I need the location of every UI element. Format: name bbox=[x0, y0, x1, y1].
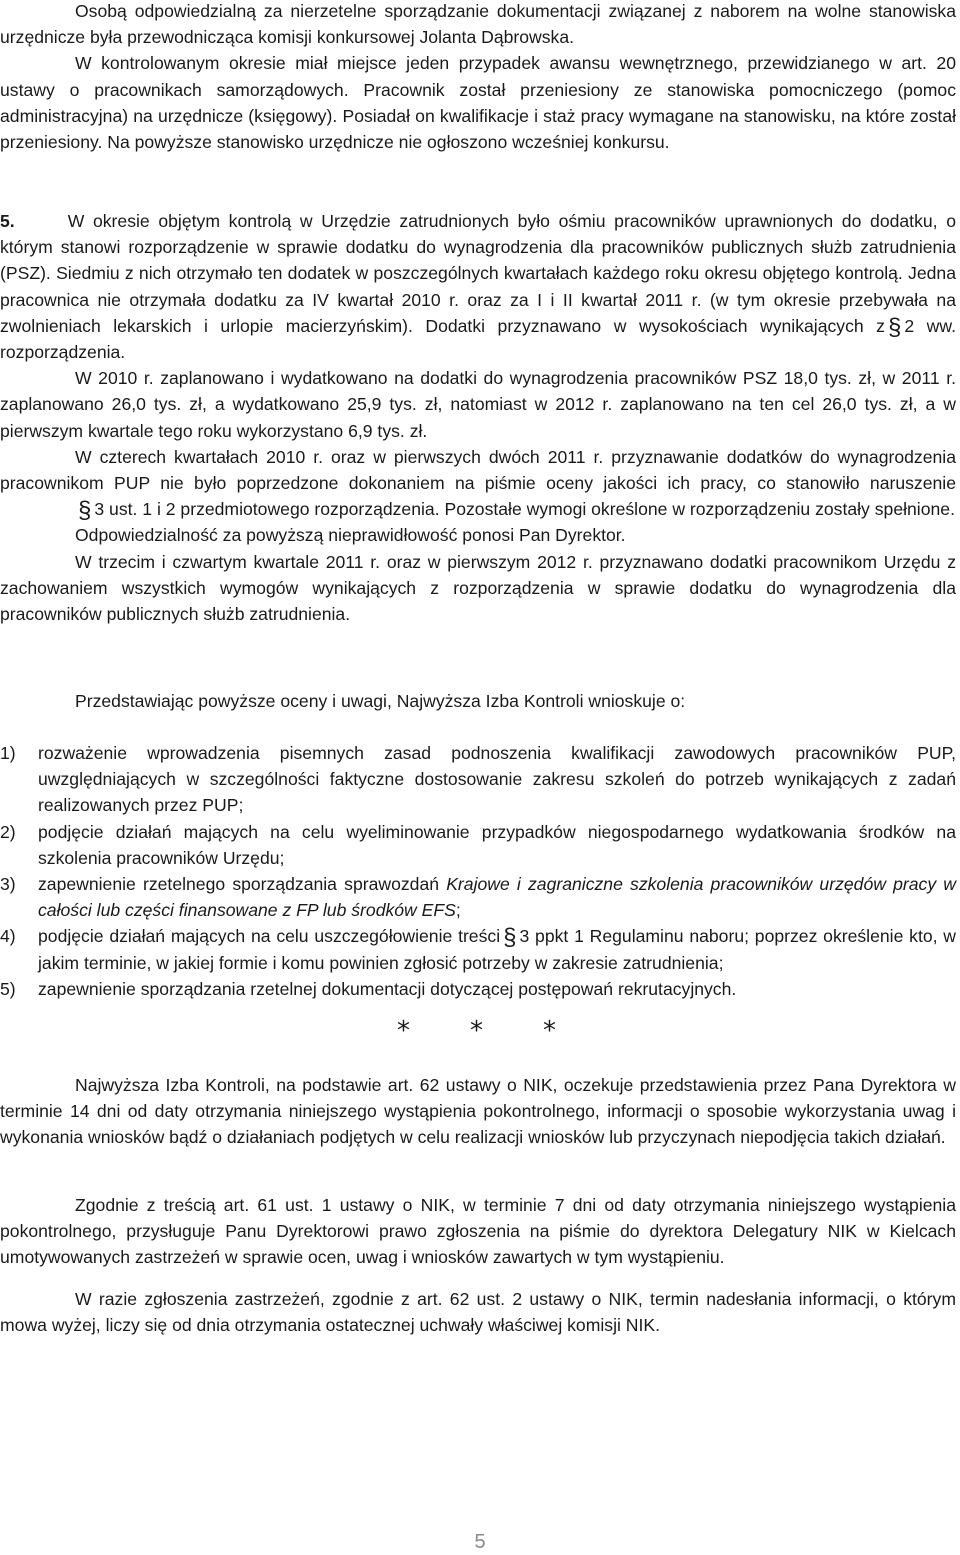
section-symbol: § bbox=[78, 497, 92, 525]
closing-paragraph-deadline: W razie zgłoszenia zastrzeżeń, zgodnie z art. 62 ust. 2 ustawy o NIK, termin nadesłania informacji, o którym mowa wyżej, liczy się od dnia otrzymania ostatecznej uchwały właściwej komisji NIK. bbox=[0, 1289, 956, 1336]
closing-paragraph-expectation: Najwyższa Izba Kontroli, na podstawie art. 62 ustawy o NIK, oczekuje przedstawienia przez Pana Dyrektora w terminie 14 dni od daty otrzymania niniejszego wystąpienia pokontrolnego, informacji o sposobie wykorzystania uwag i wykonania wniosków bądź o działaniach podjętych w celu realizacji wniosków lub przyczynach niepodjęcia takich działań. bbox=[0, 1075, 956, 1148]
section-5-paragraph-compliance: W trzecim i czwartym kwartale 2011 r. oraz w pierwszym 2012 r. przyznawano dodatki pracownikom Urzędu z zachowaniem wszystkich wymogów wynikających z rozporządzenia w sprawie dodatku do wynagrodzenia dla pracowników publicznych służb zatrudnienia. bbox=[0, 551, 956, 625]
separator-star: * bbox=[543, 1016, 556, 1046]
section-5-paragraph-responsibility: Odpowiedzialność za powyższą nieprawidłowość ponosi Pan Dyrektor. bbox=[75, 525, 626, 546]
closing-section-objections bbox=[0, 1192, 956, 1271]
paragraph-responsible-person: Osobą odpowiedzialną za nierzetelne sporządzanie dokumentacji związanej z naborem na wolne stanowiska urzędnicze była przewodnicząca komisji konkursowej Jolanta Dąbrowska. bbox=[0, 1, 956, 48]
section-number: 5. bbox=[0, 211, 15, 231]
section-5-paragraph-violation: W czterech kwartałach 2010 r. oraz w pierwszych dwóch 2011 r. przyznawanie dodatków do wynagrodzenia pracownikom PUP nie było poprzedzone dokonaniem na piśmie oceny jakości ich pracy, co stanowiło naruszenie§ 3 ust. 1 i 2 przedmiotowego rozporządzenia. Pozostałe wymogi określone w rozporządzeniu zostały spełnione. bbox=[0, 446, 956, 525]
section-symbol: § bbox=[887, 313, 902, 341]
recommendations-list bbox=[0, 740, 956, 1002]
recommendation-item: 4) podjęcie działań mających na celu uszczegółowienie treści § 3 ppkt 1 Regulaminu naboru; poprzez określenie kto, w jakim terminie, w jakiej formie i komu powinien zgłosić potrzeby w zakresie zatrudnienia; bbox=[0, 924, 956, 973]
separator-star: * bbox=[397, 1016, 410, 1046]
separator-star: * bbox=[470, 1016, 483, 1046]
separator-stars bbox=[0, 1018, 960, 1044]
closing-paragraph-objections: Zgodnie z treścią art. 61 ust. 1 ustawy o NIK, w terminie 7 dni od daty otrzymania niniejszego wystąpienia pokontrolnego, przysługuje Panu Dyrektorowi prawo zgłoszenia na piśmie do dyrektora Delegatury NIK w Kielcach umotywowanych zastrzeżeń w sprawie ocen, uwag i wniosków zawartych w tym wystąpieniu. bbox=[0, 1195, 956, 1268]
recommendations-intro bbox=[0, 688, 956, 714]
section-5-paragraph-spending: W 2010 r. zaplanowano i wydatkowano na dodatki do wynagrodzenia pracowników PSZ 18,0 tys. zł, w 2011 r. zaplanowano 26,0 tys. zł, a wydatkowano 25,9 tys. zł, natomiast w 2012 r. zaplanowano na ten cel 26,0 tys. zł, a w pierwszym kwartale tego roku wykorzystano 6,9 tys. zł. bbox=[0, 368, 956, 441]
section-5 bbox=[0, 208, 956, 627]
section-symbol: § bbox=[503, 924, 517, 952]
section-5-paragraph-allowance: 5. W okresie objętym kontrolą w Urzędzie zatrudnionych było ośmiu pracowników uprawnionych do dodatku, o którym stanowi rozporządzenie w sprawie dodatku do wynagrodzenia dla pracowników publicznych służb zatrudnienia (PSZ). Siedmiu z nich otrzymało ten dodatek w poszczególnych kwartałach każdego roku okresu objętego kontrolą. Jedna pracownica nie otrzymała dodatku za IV kwartał 2010 r. oraz za I i II kwartał 2011 r. (w tym okresie przebywała na zwolnieniach lekarskich i urlopie macierzyńskim). Dodatki przyznawano w wysokościach wynikających z § 2 ww. rozporządzenia. bbox=[0, 211, 956, 363]
closing-section-deadline bbox=[0, 1286, 956, 1338]
recommendation-item: 5) zapewnienie sporządzania rzetelnej dokumentacji dotyczącej postępowań rekrutacyjnych. bbox=[0, 978, 737, 999]
paragraph-internal-promotion: W kontrolowanym okresie miał miejsce jeden przypadek awansu wewnętrznego, przewidzianego w art. 20 ustawy o pracownikach samorządowych. Pracownik został przeniesiony ze stanowiska pomocniczego (pomoc administracyjna) na urzędnicze (księgowy). Posiadał on kwalifikacje i staż pracy wymagane na stanowisku, na które został przeniesiony. Na powyższe stanowisko urzędnicze nie ogłoszono wcześniej konkursu. bbox=[0, 53, 957, 153]
recommendation-item: 1) rozważenie wprowadzenia pisemnych zasad podnoszenia kwalifikacji zawodowych pracowników PUP, uwzględniających w szczególności faktyczne dostosowanie zakresu szkoleń do potrzeb wynikających z zadań realizowanych przez PUP; bbox=[0, 743, 956, 816]
top-section bbox=[0, 0, 956, 155]
closing-section bbox=[0, 1072, 956, 1151]
recommendation-item: 3) zapewnienie rzetelnego sporządzania sprawozdań Krajowe i zagraniczne szkolenia pracowników urzędów pracy w całości lub części finansowane z FP lub środków EFS; bbox=[0, 874, 957, 921]
intro-text: Przedstawiając powyższe oceny i uwagi, Najwyższa Izba Kontroli wnioskuje o: bbox=[75, 691, 686, 711]
page-number: 5 bbox=[474, 1531, 486, 1553]
recommendation-item: 2) podjęcie działań mających na celu wyeliminowanie przypadków niegospodarnego wydatkowania środków na szkolenia pracowników Urzędu; bbox=[0, 821, 956, 868]
